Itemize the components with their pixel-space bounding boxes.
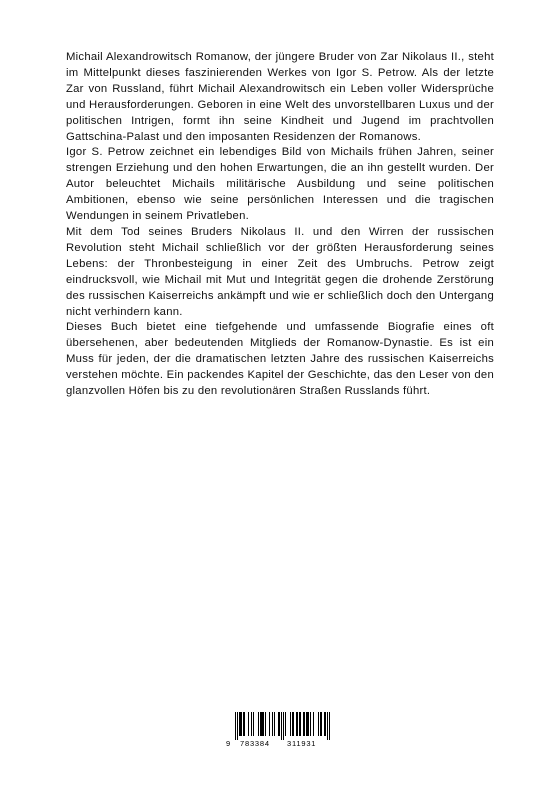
barcode-bar: [258, 712, 259, 736]
barcode-bars-graphic: [226, 712, 334, 740]
barcode-bar: [260, 712, 261, 736]
barcode-guard-bar: [281, 712, 282, 740]
barcode-digits-left: 783384: [240, 739, 270, 748]
barcode-bar: [310, 712, 311, 736]
barcode-bar: [308, 712, 309, 736]
barcode-bar: [279, 712, 280, 736]
barcode-bar: [313, 712, 314, 736]
barcode-bar: [324, 712, 325, 736]
barcode-bar: [263, 712, 264, 736]
barcode-bar: [253, 712, 254, 736]
barcode-bar: [243, 712, 244, 736]
barcode-bar: [303, 712, 304, 736]
barcode-guard-bar: [329, 712, 330, 740]
barcode-bar: [241, 712, 242, 736]
barcode-guard-bar: [237, 712, 238, 740]
barcode-bar: [293, 712, 294, 736]
barcode-bar: [274, 712, 275, 736]
barcode-digits-right: 311931: [287, 739, 317, 748]
barcode-bar: [285, 712, 286, 736]
barcode-bar: [300, 712, 301, 736]
barcode-bar: [262, 712, 263, 736]
barcode-bar: [321, 712, 322, 736]
barcode-digit-first: 9: [226, 739, 231, 748]
barcode-bar: [272, 712, 273, 736]
back-cover-blurb: [66, 50, 494, 400]
blurb-paragraph-4: Dieses Buch bietet eine tiefgehende und umfassende Biografie eines oft übersehenen, aber bedeutenden Mitglieds der Romanow-Dynastie. Es ist ein Muss für jeden, der die dramatischen letzten Jahre des russischen Kaiserreichs verstehen möchte. Ein packendes Kapitel der Geschichte, das den Leser von den glanzvollen Höfen bis zu den revolutionären Straßen Russlands führt.: [66, 321, 494, 398]
barcode-bar: [240, 712, 241, 736]
barcode-bar: [299, 712, 300, 736]
barcode-bar: [318, 712, 319, 736]
barcode-bar: [248, 712, 249, 736]
barcode-bar: [304, 712, 305, 736]
barcode-bar: [325, 712, 326, 736]
barcode-bar: [261, 712, 262, 736]
barcode-digits: [226, 739, 334, 749]
barcode-bar: [265, 712, 266, 736]
barcode-bar: [296, 712, 297, 736]
blurb-paragraph-3: Mit dem Tod seines Bruders Nikolaus II. und den Wirren der russischen Revolution steht Michail schließlich vor der größten Herausforderung seines Lebens: der Thronbesteigung in einer Zeit des Umbruchs. Petrow zeigt eindrucksvoll, wie Michail mit Mut und Integrität gegen die drohende Zerstörung des russischen Kaiserreichs ankämpft und wie er schließlich doch den Untergang nicht verhindern kann.: [66, 225, 494, 318]
barcode-bar: [292, 712, 293, 736]
isbn-barcode: [226, 712, 334, 748]
barcode-bar: [320, 712, 321, 736]
barcode-bar: [244, 712, 245, 736]
barcode-guard-bar: [283, 712, 284, 740]
blurb-paragraph-1: Michail Alexandrowitsch Romanow, der jüngere Bruder von Zar Nikolaus II., steht im Mittelpunkt dieses faszinierenden Werkes von Igor S. Petrow. Als der letzte Zar von Russland, führt Michail Alexandrowitsch ein Leben voller Widersprüche und Herausforderungen. Geboren in eine Welt des unvorstellbaren Luxus und der politischen Intrigen, formt ihn seine Kindheit und Jugend im prachtvollen Gattschina-Palast und den imposanten Residenzen der Romanows.: [66, 51, 494, 143]
barcode-bar: [269, 712, 270, 736]
blurb-paragraph-2: Igor S. Petrow zeichnet ein lebendiges Bild von Michails frühen Jahren, seiner strengen Erziehung und den hohen Erwartungen, die an ihn gestellt wurden. Der Autor beleuchtet Michails militärische Ausbildung und seine politischen Ambitionen, ebenso wie seine persönlichen Interessen und die tragischen Wendungen in seinem Privatleben.: [66, 146, 494, 223]
barcode-bar: [297, 712, 298, 736]
barcode-bar: [239, 712, 240, 736]
barcode-bar: [290, 712, 291, 736]
barcode-guard-bar: [235, 712, 236, 740]
barcode-bar: [278, 712, 279, 736]
barcode-bar: [306, 712, 307, 736]
barcode-bar: [251, 712, 252, 736]
barcode-guard-bar: [327, 712, 328, 740]
barcode-bar: [307, 712, 308, 736]
